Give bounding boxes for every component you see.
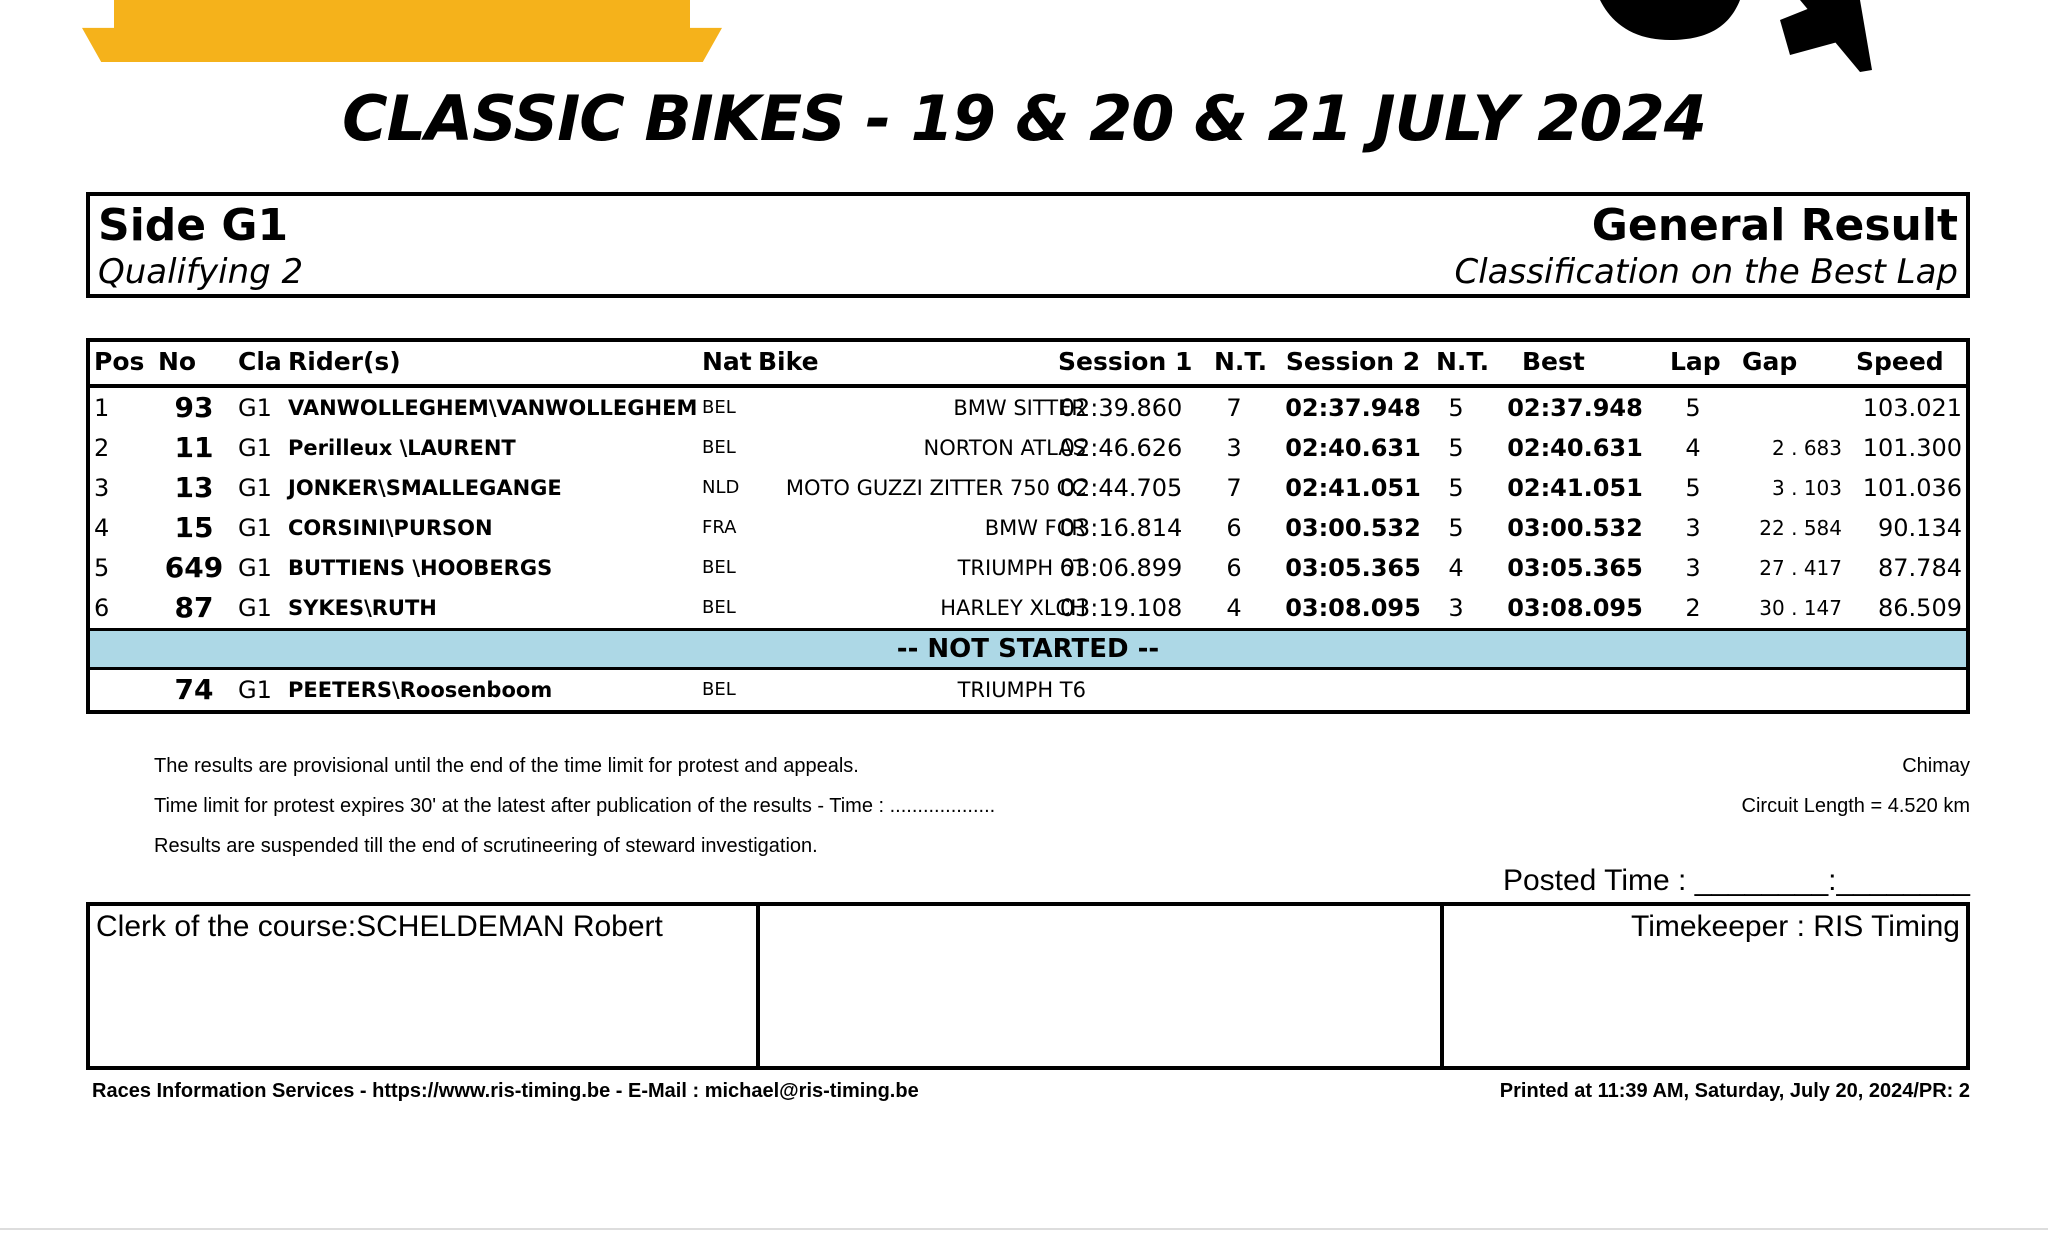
col-nat: Nat xyxy=(702,347,752,376)
cell-speed: 90.134 xyxy=(1878,514,1962,542)
col-session2: Session 2 xyxy=(1285,347,1421,376)
cell-no: 74 xyxy=(174,673,214,706)
cell-speed: 103.021 xyxy=(1862,394,1962,422)
cell-nat: FRA xyxy=(702,517,737,538)
cell-session2: 03:00.532 xyxy=(1285,514,1421,542)
note-protest: Time limit for protest expires 30' at the latest after publication of the results - Time : ................... xyxy=(154,795,996,817)
cell-nt2: 4 xyxy=(1448,554,1464,582)
cell-session2: 03:05.365 xyxy=(1285,554,1421,582)
cell-session2: 03:08.095 xyxy=(1285,594,1421,622)
cell-cla: G1 xyxy=(238,394,272,422)
cell-session1: 03:19.108 xyxy=(1059,594,1183,622)
cell-rider: BUTTIENS \HOOBERGS xyxy=(288,556,553,580)
cell-rider: JONKER\SMALLEGANGE xyxy=(288,476,562,500)
cell-lap: 2 xyxy=(1685,594,1701,622)
session-name: Qualifying 2 xyxy=(98,252,304,292)
col-bike: Bike xyxy=(758,347,819,376)
cell-nt1: 7 xyxy=(1226,394,1242,422)
col-no: No xyxy=(158,347,197,376)
circuit-length: Circuit Length = 4.520 km xyxy=(1741,795,1970,817)
cell-nat: BEL xyxy=(702,679,736,700)
cell-session2: 02:41.051 xyxy=(1285,474,1421,502)
cell-session1: 02:39.860 xyxy=(1059,394,1183,422)
middle-cell xyxy=(756,906,1440,1066)
cell-session1: 03:06.899 xyxy=(1059,554,1183,582)
table-row xyxy=(90,388,1966,428)
cell-rider: PEETERS\Roosenboom xyxy=(288,678,553,702)
cell-session1: 02:46.626 xyxy=(1059,434,1183,462)
cell-nat: BEL xyxy=(702,437,736,458)
cell-rider: CORSINI\PURSON xyxy=(288,516,493,540)
col-rider: Rider(s) xyxy=(288,347,401,376)
clerk-cell xyxy=(90,906,756,1066)
cell-gap: 27 . 417 xyxy=(1759,556,1842,580)
result-type: General Result xyxy=(1591,200,1958,251)
classification-note: Classification on the Best Lap xyxy=(1454,252,1958,292)
cell-no: 13 xyxy=(174,471,214,504)
cell-cla: G1 xyxy=(238,594,272,622)
cell-nt2: 5 xyxy=(1448,434,1464,462)
cell-session1: 03:16.814 xyxy=(1059,514,1183,542)
cell-speed: 86.509 xyxy=(1878,594,1962,622)
checkered-flag-logo xyxy=(1560,0,1890,80)
signature-box xyxy=(86,902,1970,1070)
note-suspended: Results are suspended till the end of scrutineering of steward investigation. xyxy=(154,835,818,857)
col-lap: Lap xyxy=(1670,347,1721,376)
results-table xyxy=(86,338,1970,714)
cell-pos: 3 xyxy=(94,474,110,502)
table-row xyxy=(90,468,1966,508)
cell-nt1: 6 xyxy=(1226,554,1242,582)
cell-bike: TRIUMPH 6T xyxy=(957,556,1086,580)
cell-cla: G1 xyxy=(238,514,272,542)
cell-nt2: 5 xyxy=(1448,514,1464,542)
col-nt2: N.T. xyxy=(1436,347,1490,376)
posted-time: Posted Time : ________:________ xyxy=(1502,864,1970,897)
cell-nt1: 7 xyxy=(1226,474,1242,502)
table-row-not-started xyxy=(90,670,1966,710)
cell-lap: 5 xyxy=(1685,474,1701,502)
cell-rider: SYKES\RUTH xyxy=(288,596,437,620)
timekeeper-label: Timekeeper : RIS Timing xyxy=(1631,910,1960,943)
col-pos: Pos xyxy=(94,347,145,376)
cell-best: 02:37.948 xyxy=(1507,394,1643,422)
cell-bike: BMW SITTER xyxy=(953,396,1086,420)
footer-right: Printed at 11:39 AM, Saturday, July 20, 2024/PR: 2 xyxy=(1499,1080,1970,1102)
cell-bike: NORTON ATLAS xyxy=(923,436,1086,460)
cell-speed: 87.784 xyxy=(1878,554,1962,582)
cell-lap: 5 xyxy=(1685,394,1701,422)
clerk-label: Clerk of the course:SCHELDEMAN Robert xyxy=(96,910,663,943)
note-provisional: The results are provisional until the end of the time limit for protest and appeals. xyxy=(154,755,859,777)
cell-speed: 101.036 xyxy=(1862,474,1962,502)
event-logo-banner xyxy=(82,0,722,62)
cell-lap: 3 xyxy=(1685,514,1701,542)
table-row xyxy=(90,588,1966,628)
cell-nt1: 4 xyxy=(1226,594,1242,622)
cell-bike: HARLEY XLCH xyxy=(940,596,1086,620)
cell-no: 93 xyxy=(174,391,214,424)
cell-pos: 2 xyxy=(94,434,110,462)
table-header xyxy=(90,342,1966,388)
table-row xyxy=(90,428,1966,468)
cell-no: 649 xyxy=(164,551,224,584)
cell-gap: 30 . 147 xyxy=(1759,596,1842,620)
cell-cla: G1 xyxy=(238,676,272,704)
cell-rider: VANWOLLEGHEM\VANWOLLEGHEM xyxy=(288,396,698,420)
cell-rider: Perilleux \LAURENT xyxy=(288,436,516,460)
cell-session2: 02:37.948 xyxy=(1285,394,1421,422)
cell-best: 02:41.051 xyxy=(1507,474,1643,502)
page-divider xyxy=(0,1228,2048,1230)
cell-session1: 02:44.705 xyxy=(1059,474,1183,502)
cell-nt2: 3 xyxy=(1448,594,1464,622)
cell-best: 03:00.532 xyxy=(1507,514,1643,542)
cell-nt1: 6 xyxy=(1226,514,1242,542)
cell-no: 11 xyxy=(174,431,214,464)
table-row xyxy=(90,508,1966,548)
header-box xyxy=(86,192,1970,298)
cell-best: 03:08.095 xyxy=(1507,594,1643,622)
col-speed: Speed xyxy=(1856,347,1944,376)
col-cla: Cla xyxy=(238,347,282,376)
cell-cla: G1 xyxy=(238,554,272,582)
cell-best: 02:40.631 xyxy=(1507,434,1643,462)
cell-lap: 3 xyxy=(1685,554,1701,582)
cell-best: 03:05.365 xyxy=(1507,554,1643,582)
cell-nat: BEL xyxy=(702,557,736,578)
cell-bike: TRIUMPH T6 xyxy=(957,678,1086,702)
cell-nt2: 5 xyxy=(1448,474,1464,502)
cell-cla: G1 xyxy=(238,474,272,502)
cell-speed: 101.300 xyxy=(1862,434,1962,462)
cell-no: 15 xyxy=(174,511,214,544)
event-title: CLASSIC BIKES - 19 & 20 & 21 JULY 2024 xyxy=(342,82,1706,155)
cell-bike: BMW FCR xyxy=(984,516,1086,540)
col-session1: Session 1 xyxy=(1058,347,1193,376)
cell-pos: 5 xyxy=(94,554,110,582)
timekeeper-cell xyxy=(1440,906,1966,1066)
col-nt1: N.T. xyxy=(1214,347,1268,376)
cell-gap: 3 . 103 xyxy=(1772,476,1842,500)
location: Chimay xyxy=(1902,755,1970,777)
cell-nat: BEL xyxy=(702,397,736,418)
footer-left: Races Information Services - https://www.ris-timing.be - E-Mail : michael@ris-timing.be xyxy=(92,1080,919,1102)
category-title: Side G1 xyxy=(98,200,289,251)
col-best: Best xyxy=(1522,347,1585,376)
cell-pos: 1 xyxy=(94,394,110,422)
cell-nt2: 5 xyxy=(1448,394,1464,422)
cell-pos: 6 xyxy=(94,594,110,622)
cell-session2: 02:40.631 xyxy=(1285,434,1421,462)
cell-pos: 4 xyxy=(94,514,110,542)
cell-cla: G1 xyxy=(238,434,272,462)
col-gap: Gap xyxy=(1742,347,1798,376)
cell-gap: 2 . 683 xyxy=(1772,436,1842,460)
table-row xyxy=(90,548,1966,588)
not-started-banner: -- NOT STARTED -- xyxy=(90,628,1966,670)
cell-gap: 22 . 584 xyxy=(1759,516,1842,540)
cell-no: 87 xyxy=(174,591,214,624)
cell-nat: BEL xyxy=(702,597,736,618)
cell-nt1: 3 xyxy=(1226,434,1242,462)
cell-bike: MOTO GUZZI ZITTER 750 CC xyxy=(785,476,1086,500)
cell-lap: 4 xyxy=(1685,434,1701,462)
cell-nat: NLD xyxy=(702,477,740,498)
